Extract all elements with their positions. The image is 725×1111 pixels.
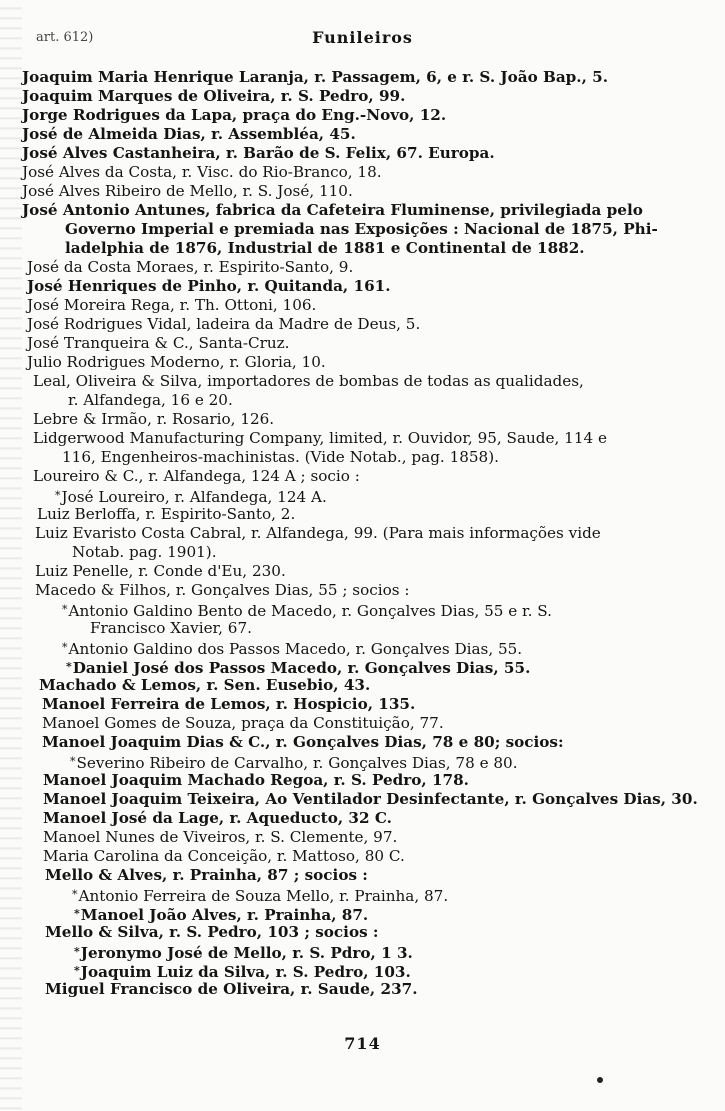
entry-text: Daniel José dos Passos Macedo, r. Gonçalves Dias, 55. [72, 659, 531, 677]
entry-line [43, 790, 698, 809]
entry-line [43, 847, 405, 866]
entry-line [65, 220, 658, 239]
entry-line [33, 467, 360, 486]
entry-text: José de Almeida Dias, r. Assembléa, 45. [22, 125, 356, 143]
entry-line [33, 429, 607, 448]
entry-line [74, 961, 411, 982]
entry-text: Macedo & Filhos, r. Gonçalves Dias, 55 ; socios : [35, 581, 410, 599]
entry-text: Governo Imperial e premiada nas Exposições : Nacional de 1875, Phi- [65, 220, 658, 238]
entry-line [35, 524, 601, 543]
partner-marker: * [72, 888, 78, 901]
entry-text: Manoel Nunes de Viveiros, r. S. Clemente, 97. [43, 828, 398, 846]
partner-marker: * [66, 660, 72, 673]
entry-text: Julio Rodrigues Moderno, r. Gloria, 10. [27, 353, 326, 371]
entry-text: Luiz Penelle, r. Conde d'Eu, 230. [35, 562, 286, 580]
entry-line [22, 106, 446, 125]
entry-text: José Rodrigues Vidal, ladeira da Madre de Deus, 5. [27, 315, 421, 333]
entry-text: Luiz Evaristo Costa Cabral, r. Alfandega, 99. (Para mais informações vide [35, 524, 601, 542]
entry-line [39, 676, 370, 695]
entry-text: Jorge Rodrigues da Lapa, praça do Eng.-Novo, 12. [22, 106, 447, 124]
entry-text: r. Alfandega, 16 e 20. [68, 391, 233, 409]
entry-text: Francisco Xavier, 67. [90, 619, 252, 637]
entry-text: José Alves Castanheira, r. Barão de S. Felix, 67. Europa. [22, 144, 495, 162]
entry-text: José Moreira Rega, r. Th. Ottoni, 106. [27, 296, 317, 314]
entry-line [72, 543, 217, 562]
entry-text: Antonio Galdino Bento de Macedo, r. Gonçalves Dias, 55 e r. S. [68, 602, 552, 620]
entry-text: José Antonio Antunes, fabrica da Cafeteira Fluminense, privilegiada pelo [22, 201, 643, 219]
entry-line [35, 562, 286, 581]
entry-text: Notab. pag. 1901). [72, 543, 217, 561]
article-reference: art. 612) [36, 30, 94, 45]
entry-text: Manoel Joaquim Dias & C., r. Gonçalves Dias, 78 e 80; socios: [42, 733, 564, 751]
entry-line [33, 410, 274, 429]
entry-text: Manoel Joaquim Teixeira, Ao Ventilador Desinfectante, r. Gonçalves Dias, 30. [43, 790, 698, 808]
entry-text: Jeronymo José de Mello, r. S. Pdro, 1 3. [80, 944, 413, 962]
entry-line [90, 619, 252, 638]
entry-line [70, 752, 518, 773]
entry-text: José Alves da Costa, r. Visc. do Rio-Branco, 18. [22, 163, 382, 181]
entry-text: Joaquim Maria Henrique Laranja, r. Passagem, 6, e r. S. João Bap., 5. [22, 68, 609, 86]
entry-text: José Tranqueira & C., Santa-Cruz. [27, 334, 290, 352]
partner-marker: * [62, 641, 68, 654]
entry-text: ladelphia de 1876, Industrial de 1881 e Continental de 1882. [65, 239, 585, 257]
entry-line [22, 201, 643, 220]
entry-line [35, 581, 410, 600]
partner-marker: * [62, 603, 68, 616]
entry-text: Manoel Joaquim Machado Regoa, r. S. Pedro, 178. [43, 771, 469, 789]
entry-text: Lidgerwood Manufacturing Company, limited, r. Ouvidor, 95, Saude, 114 e [33, 429, 607, 447]
partner-marker: * [70, 755, 76, 768]
entry-line [55, 486, 327, 507]
entry-line [45, 923, 379, 942]
entry-text: Manoel Gomes de Souza, praça da Constituição, 77. [42, 714, 444, 732]
entry-text: Severino Ribeiro de Carvalho, r. Gonçalves Dias, 78 e 80. [76, 754, 518, 772]
entry-text: Machado & Lemos, r. Sen. Eusebio, 43. [39, 676, 371, 694]
entry-line [22, 182, 353, 201]
entry-line [62, 638, 522, 659]
entry-line [42, 695, 415, 714]
entry-line [65, 239, 585, 258]
entry-text: José da Costa Moraes, r. Espirito-Santo, 9. [27, 258, 354, 276]
page-number: 714 [344, 1034, 381, 1053]
entry-text: Leal, Oliveira & Silva, importadores de bombas de todas as qualidades, [33, 372, 584, 390]
entry-text: Luiz Berloffa, r. Espirito-Santo, 2. [37, 505, 296, 523]
entry-text: José Henriques de Pinho, r. Quitanda, 161. [27, 277, 391, 295]
entry-text: Manoel Ferreira de Lemos, r. Hospicio, 135. [42, 695, 416, 713]
entry-line [27, 353, 326, 372]
entry-line [42, 714, 444, 733]
entry-text: Loureiro & C., r. Alfandega, 124 A ; socio : [33, 467, 360, 485]
entry-line [42, 733, 564, 752]
entry-line [22, 163, 382, 182]
entry-line [33, 372, 584, 391]
partner-marker: * [74, 964, 80, 977]
entry-text: Antonio Galdino dos Passos Macedo, r. Gonçalves Dias, 55. [68, 640, 523, 658]
entry-text: Joaquim Marques de Oliveira, r. S. Pedro, 99. [22, 87, 406, 105]
entry-line [45, 980, 418, 999]
entry-line [62, 600, 552, 621]
entry-line [45, 866, 368, 885]
entry-line [37, 505, 295, 524]
entry-line [62, 448, 499, 467]
entry-line [22, 125, 356, 144]
entry-line [22, 68, 608, 87]
entry-line [72, 885, 448, 906]
entry-line [43, 809, 392, 828]
partner-marker: * [74, 945, 80, 958]
entry-text: Manoel João Alves, r. Prainha, 87. [80, 906, 369, 924]
entry-line [66, 657, 530, 678]
entry-text: Antonio Ferreira de Souza Mello, r. Prainha, 87. [78, 887, 449, 905]
entry-text: Manoel José da Lage, r. Aqueducto, 32 C. [43, 809, 392, 827]
entry-text: José Loureiro, r. Alfandega, 124 A. [61, 488, 327, 506]
entry-line [27, 315, 420, 334]
entry-line [43, 771, 469, 790]
entry-line [74, 904, 368, 925]
entry-line [27, 296, 316, 315]
entry-text: Mello & Alves, r. Prainha, 87 ; socios : [45, 866, 368, 884]
entry-text: Miguel Francisco de Oliveira, r. Saude, 237. [45, 980, 418, 998]
ink-speck [597, 1077, 603, 1083]
entry-text: Joaquim Luiz da Silva, r. S. Pedro, 103. [80, 963, 411, 981]
partner-marker: * [55, 489, 61, 502]
entry-text: 116, Engenheiros-machinistas. (Vide Notab., pag. 1858). [62, 448, 499, 466]
entry-line [27, 277, 391, 296]
entry-line [22, 144, 495, 163]
section-title: Funileiros [312, 28, 413, 47]
entry-text: Maria Carolina da Conceição, r. Mattoso, 80 C. [43, 847, 405, 865]
entry-line [43, 828, 397, 847]
page-header [0, 26, 725, 50]
entry-text: Lebre & Irmão, r. Rosario, 126. [33, 410, 275, 428]
entry-text: José Alves Ribeiro de Mello, r. S. José, 110. [22, 182, 353, 200]
page-edge-texture [0, 0, 22, 1111]
entry-line [27, 258, 353, 277]
entry-line [22, 87, 405, 106]
entry-line [74, 942, 413, 963]
entry-line [27, 334, 290, 353]
entry-text: Mello & Silva, r. S. Pedro, 103 ; socios : [45, 923, 379, 941]
partner-marker: * [74, 907, 80, 920]
entry-line [68, 391, 233, 410]
